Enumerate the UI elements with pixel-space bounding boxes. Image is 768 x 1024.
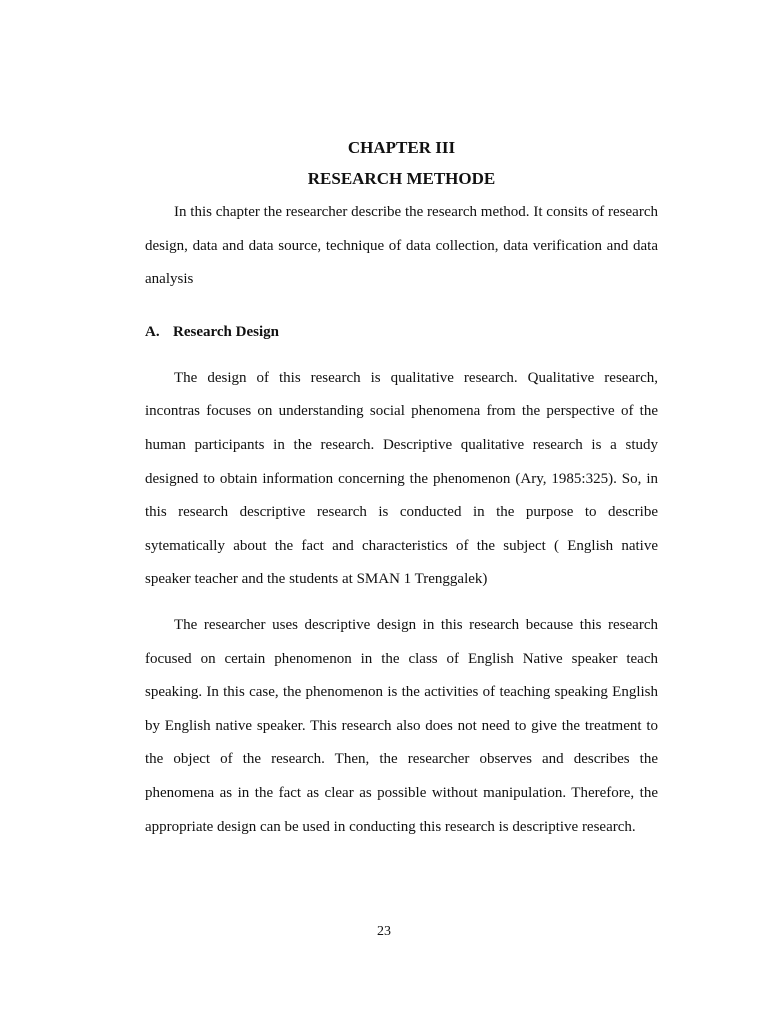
page-content (145, 134, 658, 844)
chapter-title: RESEARCH METHODE (307, 169, 496, 188)
paragraph-qualitative-research: The design of this research is qualitative research. Qualitative research, incontras focuses on understanding social phenomena from the perspective of the human participants in the research. Descriptive qualitative research is a study designed to obtain information concerning the phenomenon (Ary, 1985:325). So, in this research descriptive research is conducted in the purpose to describe sytematically about the fact and characteristics of the subject ( English native speaker teacher and the students at SMAN 1 Trenggalek) (145, 369, 658, 588)
chapter-number: CHAPTER III (347, 138, 456, 157)
section-heading-research-design (145, 316, 658, 349)
intro-paragraph: In this chapter the researcher describe the research method. It consits of research design, data and data source, technique of data collection, data verification and data analysis (145, 204, 658, 288)
section-title: Research Design (173, 323, 279, 340)
page-number: 23 (377, 924, 391, 939)
paragraph-descriptive-design: The researcher uses descriptive design in this research because this research focused on certain phenomenon in the class of English Native speaker teach speaking. In this case, the phenomenon is the activities of teaching speaking English by English native speaker. This research also does not need to give the treatment to the object of the research. Then, the researcher observes and describes the phenomena as in the fact as clear as possible without manipulation. Therefore, the appropriate design can be used in conducting this research is descriptive research. (145, 616, 658, 835)
section-marker: A. (145, 323, 160, 340)
